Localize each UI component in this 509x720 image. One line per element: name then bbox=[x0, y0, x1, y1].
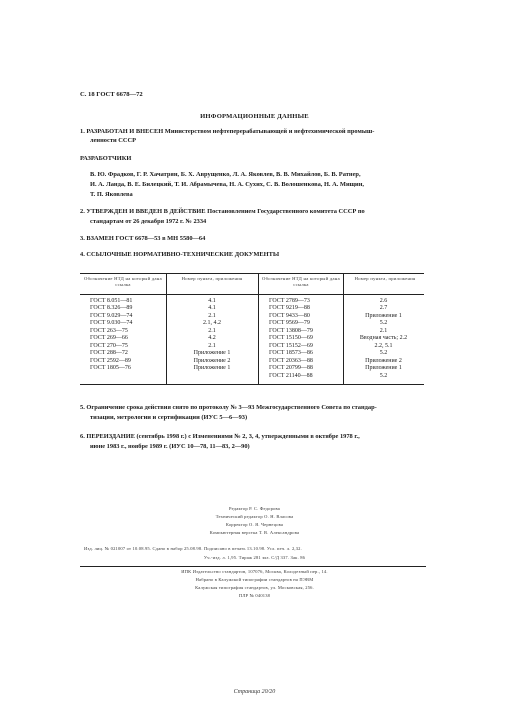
imprint-printhouse: Калужская типография стандартов, ул. Московская, 256. bbox=[195, 585, 314, 590]
imprint-rule bbox=[80, 566, 426, 567]
item-1-line-1: 1. РАЗРАБОТАН И ВНЕСЕН Министерством нефтеперерабатывающей и нефтехимической промыш- bbox=[80, 128, 375, 135]
table-header-point-1: Номер пункта, приложения bbox=[181, 276, 243, 281]
developers-heading: РАЗРАБОТЧИКИ bbox=[80, 155, 132, 162]
references-table bbox=[80, 273, 424, 385]
table-cell: ГОСТ 8.326—89 bbox=[90, 305, 133, 312]
table-cell: ГОСТ 9433—80 bbox=[269, 312, 310, 319]
table-cell: Приложение 1 bbox=[365, 365, 402, 372]
table-cell: 2.1 bbox=[208, 312, 216, 319]
table-cell: ГОСТ 9.029—74 bbox=[90, 312, 133, 319]
table-cell: ГОСТ 2789—73 bbox=[269, 298, 310, 304]
table-cell: 2.1 bbox=[208, 327, 216, 334]
table-cell: ГОСТ 15152—69 bbox=[269, 342, 313, 349]
imprint-license: Изд. лиц. № 021007 от 10.08.95. Сдано в набор 25.08.98. Подписано в печать 13.10.98. Усл. печ. л. 2,32. bbox=[84, 546, 302, 551]
imprint-tech-editor: Технический редактор О. Н. Власова bbox=[215, 514, 294, 519]
table-cell: Приложение 1 bbox=[365, 312, 402, 319]
developers-line-2: И. А. Ланда, В. Е. Билецкий, Т. И. Абрамычева, Н. А. Сухих, С. В. Волошенкова, Н. А. Мищин, bbox=[90, 181, 365, 188]
page-title: ИНФОРМАЦИОННЫЕ ДАННЫЕ bbox=[200, 113, 309, 120]
table-cell: 2.7 bbox=[379, 305, 388, 312]
table-cell: ГОСТ 288—72 bbox=[90, 350, 128, 357]
item-1-line-2: ленности СССР bbox=[90, 137, 136, 144]
table-cell: 2.1 bbox=[379, 327, 388, 334]
item-6-line-2: июне 1983 г., ноябре 1989 г. (ИУС 10—78, 11—83, 2—90) bbox=[90, 443, 250, 450]
item-5-line-2: тизации, метрологии и сертификации (ИУС 5—6—93) bbox=[90, 414, 248, 421]
item-3: 3. ВЗАМЕН ГОСТ 6678—53 в МН 5580—64 bbox=[80, 235, 206, 242]
table-cell: 2.6 bbox=[379, 298, 388, 304]
table-cell: Вводная часть; 2.2 bbox=[359, 335, 408, 342]
developers-line-1: В. Ю. Фрадков, Г. Р. Хачатрян, Б. Х. Аврущенко, Л. А. Яковлев, В. В. Михайлов, Б. В. Ратнер, bbox=[90, 171, 361, 178]
table-cell: 4.1 bbox=[208, 298, 216, 304]
table-cell: 5.2 bbox=[379, 372, 388, 379]
table-col-divider-2 bbox=[258, 273, 259, 385]
table-header-point-2: Номер пункта, приложения bbox=[354, 276, 416, 281]
table-cell: ГОСТ 1805—76 bbox=[90, 365, 131, 372]
table-cell: Приложение 1 bbox=[193, 365, 231, 372]
table-header-rule bbox=[80, 294, 424, 295]
table-cell: ГОСТ 2592—89 bbox=[90, 357, 131, 364]
table-cell: ГОСТ 21140—88 bbox=[269, 372, 313, 379]
table-cell: Приложение 2 bbox=[193, 357, 231, 364]
imprint-publisher: ИПК Издательство стандартов, 107076, Москва, Колодезный пер., 14. bbox=[181, 569, 328, 574]
table-cell: 2.1, 4.2 bbox=[203, 320, 221, 327]
table-cell: ГОСТ 8.051—81 bbox=[90, 298, 133, 304]
imprint-layout: Компьютерная верстка Т. В. Александрова bbox=[209, 530, 300, 535]
item-6-line-1: 6. ПЕРЕИЗДАНИЕ (сентябрь 1998 г.) с Изменениями № 2, 3, 4, утвержденными в октябре 1978 г., bbox=[80, 433, 360, 440]
table-cell: 4.1 bbox=[208, 305, 216, 312]
page-number: Страница 20/20 bbox=[233, 689, 276, 695]
table-bottom-rule bbox=[80, 384, 424, 385]
table-cell: Приложение 1 bbox=[193, 350, 231, 357]
table-cell: ГОСТ 18573—86 bbox=[269, 350, 313, 357]
table-cell: 2.1 bbox=[208, 342, 216, 349]
table-cell: 5.2 bbox=[379, 350, 388, 357]
item-5-line-1: 5. Ограничение срока действия снято по протоколу № 3—93 Межгосударственного Совета по стандар- bbox=[80, 404, 377, 411]
item-2-line-2: стандартам от 26 декабря 1972 г. № 2334 bbox=[90, 218, 207, 225]
table-cell: ГОСТ 269—66 bbox=[90, 335, 128, 342]
imprint-editor: Редактор Р. С. Федорова bbox=[229, 506, 280, 511]
table-cell: 2.2, 5.1 bbox=[374, 342, 393, 349]
item-2-line-1: 2. УТВЕРЖДЕН И ВВЕДЕН В ДЕЙСТВИЕ Постановлением Государственного комитета СССР по bbox=[80, 208, 365, 215]
table-cell: 5.2 bbox=[379, 320, 388, 327]
page-header: С. 18 ГОСТ 6678—72 bbox=[80, 91, 143, 98]
developers-line-3: Т. П. Яковлева bbox=[90, 191, 133, 198]
table-cell: Приложение 2 bbox=[365, 357, 402, 364]
table-top-rule bbox=[80, 273, 424, 274]
table-col-left-points bbox=[166, 298, 258, 373]
imprint-plr: ПЛР № 040138 bbox=[238, 593, 271, 598]
table-cell: 4.2 bbox=[208, 335, 216, 342]
table-col-left-docs bbox=[90, 298, 132, 373]
table-col-right-points bbox=[343, 298, 424, 380]
table-cell: ГОСТ 20799—88 bbox=[269, 365, 313, 372]
imprint-typeset: Набрано в Калужской типографии стандартов на ПЭВМ bbox=[195, 577, 314, 582]
table-cell: ГОСТ 20363—88 bbox=[269, 357, 313, 364]
imprint-print: Уч.-изд. л. 1,95. Тираж 281 экз. С/Д 337. Зак. 86 bbox=[203, 555, 306, 560]
table-header-doc-2: Обозначение НТД на который дана ссылка bbox=[262, 276, 340, 287]
table-cell: ГОСТ 270—75 bbox=[90, 342, 128, 349]
table-cell: ГОСТ 9219—88 bbox=[269, 305, 310, 312]
table-cell: ГОСТ 15150—69 bbox=[269, 335, 313, 342]
table-header-doc-1: Обозначение НТД на который дана ссылка bbox=[84, 276, 162, 287]
table-cell: ГОСТ 263—75 bbox=[90, 327, 128, 334]
item-4: 4. ССЫЛОЧНЫЕ НОРМАТИВНО-ТЕХНИЧЕСКИЕ ДОКУМЕНТЫ bbox=[80, 251, 280, 258]
imprint-corrector: Корректор О. Я. Чернецова bbox=[225, 522, 284, 527]
table-cell: ГОСТ 13808—79 bbox=[269, 327, 313, 334]
table-cell: ГОСТ 9.030—74 bbox=[90, 320, 133, 327]
table-cell: ГОСТ 9569—79 bbox=[269, 320, 310, 327]
table-col-right-docs bbox=[269, 298, 313, 380]
